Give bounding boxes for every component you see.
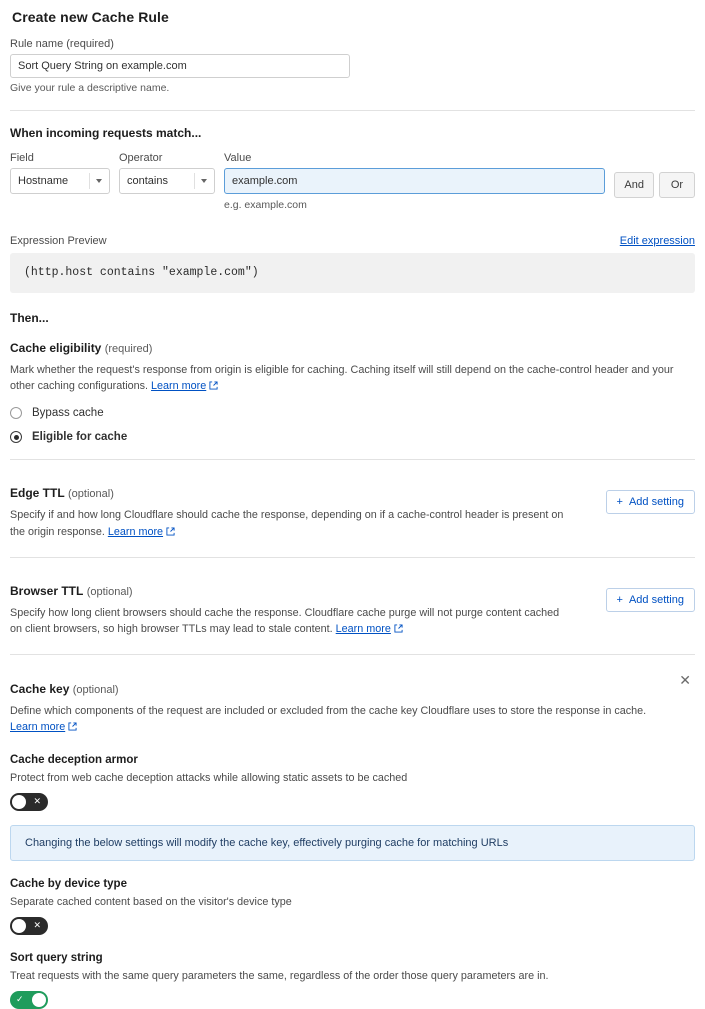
expression-preview-box: (http.host contains "example.com") bbox=[10, 253, 695, 293]
edge-ttl-description-text: Specify if and how long Cloudflare should cache the response, depending on if a cache-control header is present on the origin response. bbox=[10, 509, 564, 538]
edit-expression-link[interactable]: Edit expression bbox=[619, 235, 695, 247]
rule-name-input[interactable] bbox=[10, 54, 350, 78]
device-type-description: Separate cached content based on the visitor's device type bbox=[10, 895, 292, 908]
operator-select-value: contains bbox=[127, 175, 168, 187]
browser-ttl-block bbox=[10, 574, 695, 638]
rule-name-label: Rule name (required) bbox=[10, 38, 114, 50]
browser-ttl-learn-more-link[interactable]: Learn more bbox=[335, 622, 391, 635]
divider-3 bbox=[10, 557, 695, 558]
operator-select-separator bbox=[194, 173, 195, 189]
sort-query-string-description: Treat requests with the same query parameters the same, regardless of the order those query parameters are in. bbox=[10, 969, 549, 982]
browser-ttl-heading bbox=[10, 584, 570, 598]
deception-armor-description: Protect from web cache deception attacks while allowing static assets to be cached bbox=[10, 771, 408, 784]
cache-key-heading bbox=[10, 682, 119, 696]
edge-ttl-left bbox=[10, 476, 570, 540]
device-type-title: Cache by device type bbox=[10, 877, 127, 890]
then-heading: Then... bbox=[10, 311, 49, 325]
toggle-off-icon: ✕ bbox=[33, 796, 41, 806]
match-section-heading: When incoming requests match... bbox=[10, 126, 202, 140]
cache-eligibility-heading bbox=[10, 341, 695, 355]
external-link-icon bbox=[394, 622, 403, 638]
edge-ttl-add-setting-button[interactable] bbox=[606, 490, 695, 514]
browser-ttl-add-setting-label: Add setting bbox=[628, 593, 684, 606]
edge-ttl-block bbox=[10, 476, 695, 540]
chevron-down-icon bbox=[96, 179, 102, 183]
divider-2 bbox=[10, 459, 695, 460]
radio-bypass-cache[interactable] bbox=[10, 407, 22, 419]
edge-ttl-optional: (optional) bbox=[68, 488, 114, 501]
toggle-knob bbox=[12, 919, 26, 933]
external-link-icon bbox=[166, 525, 175, 541]
toggle-knob bbox=[32, 993, 46, 1007]
value-label: Value bbox=[224, 152, 252, 164]
radio-row-bypass[interactable] bbox=[10, 407, 695, 419]
or-button[interactable]: Or bbox=[659, 172, 695, 198]
toggle-knob bbox=[12, 795, 26, 809]
external-link-icon bbox=[68, 720, 77, 736]
edge-ttl-heading bbox=[10, 486, 570, 500]
cache-key-title: Cache key bbox=[10, 682, 70, 697]
and-button[interactable]: And bbox=[614, 172, 654, 198]
chevron-down-icon bbox=[201, 179, 207, 183]
cache-eligibility-learn-more-link[interactable]: Learn more bbox=[151, 380, 207, 393]
operator-column bbox=[119, 152, 215, 194]
cache-eligibility-description bbox=[10, 362, 690, 395]
value-column bbox=[224, 152, 605, 211]
browser-ttl-description bbox=[10, 605, 570, 638]
browser-ttl-add-setting-button[interactable] bbox=[606, 588, 695, 612]
browser-ttl-optional: (optional) bbox=[86, 585, 133, 598]
radio-row-eligible[interactable] bbox=[10, 431, 695, 443]
deception-armor-title: Cache deception armor bbox=[10, 753, 138, 766]
cache-eligibility-title: Cache eligibility bbox=[10, 341, 102, 355]
cache-key-learn-more-link[interactable]: Learn more bbox=[10, 721, 66, 734]
sort-query-string-toggle[interactable] bbox=[10, 991, 48, 1009]
browser-ttl-left bbox=[10, 574, 570, 638]
radio-eligible-for-cache-label: Eligible for cache bbox=[32, 431, 128, 444]
field-column bbox=[10, 152, 110, 194]
edge-ttl-learn-more-link[interactable]: Learn more bbox=[107, 525, 164, 538]
cache-key-header-left bbox=[10, 671, 119, 696]
toggle-on-icon: ✓ bbox=[16, 994, 24, 1004]
operator-select[interactable] bbox=[119, 168, 215, 194]
device-type-toggle[interactable] bbox=[10, 917, 48, 935]
close-icon[interactable]: ✕ bbox=[679, 672, 691, 689]
cache-key-description bbox=[10, 703, 690, 736]
deception-armor-toggle[interactable] bbox=[10, 793, 48, 811]
cache-rule-form bbox=[0, 9, 705, 1009]
edge-ttl-add-setting-label: Add setting bbox=[628, 496, 684, 509]
expression-preview-label: Expression Preview bbox=[10, 235, 107, 247]
page-title: Create new Cache Rule bbox=[12, 9, 169, 25]
and-or-buttons bbox=[614, 172, 695, 198]
radio-eligible-for-cache[interactable] bbox=[10, 431, 22, 443]
operator-label: Operator bbox=[119, 152, 163, 164]
divider-1 bbox=[10, 110, 695, 111]
radio-bypass-cache-label: Bypass cache bbox=[32, 407, 104, 420]
rule-name-helper: Give your rule a descriptive name. bbox=[10, 82, 170, 94]
sort-query-string-title: Sort query string bbox=[10, 951, 103, 964]
field-select-value: Hostname bbox=[18, 175, 69, 187]
cache-key-description-text: Define which components of the request are included or excluded from the cache key Cloudflare uses to store the response in cache. bbox=[10, 705, 647, 718]
rule-name-block bbox=[10, 38, 695, 94]
cache-eligibility-description-text: Mark whether the request's response from origin is eligible for caching. Caching itself will still depend on the cache-control header and your other caching configurations. bbox=[10, 364, 674, 393]
plus-icon: + bbox=[616, 593, 623, 606]
browser-ttl-title: Browser TTL bbox=[10, 583, 84, 598]
cache-key-optional: (optional) bbox=[72, 684, 119, 697]
external-link-icon bbox=[209, 379, 218, 395]
field-select[interactable] bbox=[10, 168, 110, 194]
edge-ttl-title: Edge TTL bbox=[10, 486, 65, 501]
match-row bbox=[10, 152, 695, 211]
value-helper: e.g. example.com bbox=[224, 199, 307, 211]
cache-key-header bbox=[10, 671, 695, 696]
expression-header bbox=[10, 235, 695, 247]
plus-icon: + bbox=[616, 496, 623, 509]
field-select-separator bbox=[89, 173, 90, 189]
field-label: Field bbox=[10, 152, 34, 164]
browser-ttl-description-text: Specify how long client browsers should cache the response. Cloudflare cache purge will not purge content cached on client browsers, so high browser TTLs may lead to stale content. bbox=[10, 606, 560, 635]
divider-4 bbox=[10, 654, 695, 655]
cache-key-notice: Changing the below settings will modify the cache key, effectively purging cache for matching URLs bbox=[10, 825, 695, 861]
toggle-off-icon: ✕ bbox=[33, 920, 41, 930]
cache-eligibility-required: (required) bbox=[104, 343, 153, 355]
edge-ttl-description bbox=[10, 507, 570, 540]
value-input[interactable] bbox=[224, 168, 605, 194]
